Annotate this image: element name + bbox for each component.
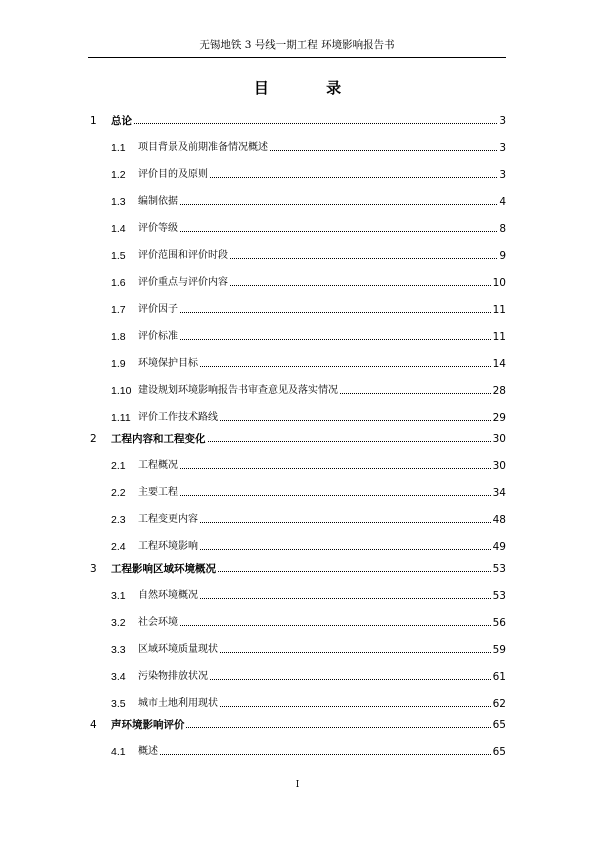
toc-section-entry[interactable] (0, 411, 595, 425)
toc-entry-number: 1.4 (111, 223, 126, 235)
toc-entry-title: 评价标准 (138, 331, 178, 342)
toc-entry-title: 评价范围和评价时段 (138, 250, 228, 261)
toc-entry-page: 59 (492, 644, 506, 656)
toc-entry-title: 评价目的及原则 (138, 169, 208, 180)
toc-chapter-entry[interactable] (0, 114, 595, 128)
toc-entry-page: 53 (492, 563, 506, 575)
toc-entry-number: 2.1 (111, 460, 126, 472)
toc-section-entry[interactable] (0, 168, 595, 182)
toc-entry-page: 30 (492, 460, 506, 472)
toc-entry-title: 编制依据 (138, 196, 178, 207)
toc-entry-number: 1.9 (111, 358, 126, 370)
toc-dot-leader (138, 495, 503, 496)
toc-dot-leader (138, 468, 503, 469)
toc-entry-page: 9 (499, 250, 506, 262)
toc-section-entry[interactable] (0, 697, 595, 711)
toc-entry-number: 2.4 (111, 541, 126, 553)
toc-entry-title: 评价等级 (138, 223, 178, 234)
toc-section-entry[interactable] (0, 303, 595, 317)
toc-entry-page: 4 (499, 196, 506, 208)
toc-entry-title: 工程内容和工程变化 (111, 433, 206, 445)
toc-entry-page: 11 (492, 331, 506, 343)
toc-entry-title: 区域环境质量现状 (138, 644, 218, 655)
toc-entry-number: 3.1 (111, 590, 126, 602)
toc-entry-page: 34 (492, 487, 506, 499)
toc-section-entry[interactable] (0, 141, 595, 155)
toc-entry-page: 3 (499, 142, 506, 154)
toc-entry-number: 1.10 (111, 385, 132, 397)
toc-entry-number: 2.2 (111, 487, 126, 499)
toc-entry-title: 评价工作技术路线 (138, 412, 218, 423)
toc-entry-title: 总论 (111, 115, 132, 127)
header-text: 无锡地铁 3 号线一期工程 环境影响报告书 (199, 39, 395, 51)
toc-entry-title: 主要工程 (138, 487, 178, 498)
toc-section-entry[interactable] (0, 513, 595, 527)
toc-entry-title: 工程变更内容 (138, 514, 198, 525)
toc-entry-page: 65 (492, 719, 506, 731)
toc-entry-title: 声环境影响评价 (111, 719, 185, 731)
toc-dot-leader (138, 231, 503, 232)
toc-entry-title: 项目背景及前期准备情况概述 (138, 142, 268, 153)
toc-entry-page: 8 (499, 223, 506, 235)
toc-entry-title: 城市土地利用现状 (138, 698, 218, 709)
toc-entry-title: 污染物排放状况 (138, 671, 208, 682)
toc-entry-page: 61 (492, 671, 506, 683)
toc-section-entry[interactable] (0, 745, 595, 759)
toc-entry-title: 工程概况 (138, 460, 178, 471)
toc-dot-leader (138, 312, 503, 313)
toc-section-entry[interactable] (0, 249, 595, 263)
toc-entry-page: 28 (492, 385, 506, 397)
toc-entry-number: 3.3 (111, 644, 126, 656)
toc-entry-page: 11 (492, 304, 506, 316)
toc-section-entry[interactable] (0, 195, 595, 209)
toc-dot-leader (111, 123, 503, 124)
toc-section-entry[interactable] (0, 357, 595, 371)
toc-entry-number: 1.6 (111, 277, 126, 289)
toc-entry-page: 56 (492, 617, 506, 629)
toc-entry-number: 3 (90, 563, 97, 575)
toc-section-entry[interactable] (0, 459, 595, 473)
toc-entry-page: 53 (492, 590, 506, 602)
toc-entry-number: 1 (90, 115, 97, 127)
toc-entry-page: 3 (499, 115, 506, 127)
toc-entry-title: 概述 (138, 746, 158, 757)
toc-dot-leader (138, 339, 503, 340)
page-number: I (295, 780, 300, 790)
toc-chapter-entry[interactable] (0, 432, 595, 446)
toc-entry-page: 48 (492, 514, 506, 526)
toc-section-entry[interactable] (0, 589, 595, 603)
toc-entry-page: 62 (492, 698, 506, 710)
toc-entry-number: 1.3 (111, 196, 126, 208)
toc-entry-page: 10 (492, 277, 506, 289)
toc-entry-title: 工程环境影响 (138, 541, 198, 552)
toc-entry-number: 3.5 (111, 698, 126, 710)
toc-entry-title: 评价重点与评价内容 (138, 277, 228, 288)
toc-entry-page: 65 (492, 746, 506, 758)
toc-entry-number: 2 (90, 433, 97, 445)
toc-entry-page: 30 (492, 433, 506, 445)
toc-entry-number: 4 (90, 719, 97, 731)
toc-entry-number: 1.7 (111, 304, 126, 316)
toc-entry-page: 14 (492, 358, 506, 370)
toc-section-entry[interactable] (0, 540, 595, 554)
toc-entry-number: 2.3 (111, 514, 126, 526)
toc-entry-page: 49 (492, 541, 506, 553)
toc-section-entry[interactable] (0, 643, 595, 657)
toc-entry-title: 自然环境概况 (138, 590, 198, 601)
toc-entry-page: 29 (492, 412, 506, 424)
toc-entry-title: 建设规划环境影响报告书审查意见及落实情况 (138, 385, 338, 396)
toc-dot-leader (138, 625, 503, 626)
toc-dot-leader (138, 754, 503, 755)
toc-entry-page: 3 (499, 169, 506, 181)
page-title: 目 录 (253, 79, 368, 97)
toc-section-entry[interactable] (0, 384, 595, 398)
toc-chapter-entry[interactable] (0, 562, 595, 576)
toc-entry-number: 1.8 (111, 331, 126, 343)
toc-entry-number: 3.4 (111, 671, 126, 683)
toc-entry-number: 3.2 (111, 617, 126, 629)
toc-entry-title: 社会环境 (138, 617, 178, 628)
toc-entry-title: 评价因子 (138, 304, 178, 315)
toc-section-entry[interactable] (0, 276, 595, 290)
toc-section-entry[interactable] (0, 616, 595, 630)
toc-entry-title: 环境保护目标 (138, 358, 198, 369)
toc-chapter-entry[interactable] (0, 718, 595, 732)
toc-entry-number: 1.11 (111, 412, 131, 424)
toc-section-entry[interactable] (0, 222, 595, 236)
toc-entry-number: 1.5 (111, 250, 126, 262)
toc-section-entry[interactable] (0, 330, 595, 344)
toc-entry-number: 4.1 (111, 746, 126, 758)
toc-entry-number: 1.2 (111, 169, 126, 181)
toc-entry-number: 1.1 (111, 142, 126, 154)
toc-entry-title: 工程影响区域环境概况 (111, 563, 216, 575)
toc-section-entry[interactable] (0, 486, 595, 500)
toc-section-entry[interactable] (0, 670, 595, 684)
toc-dot-leader (138, 204, 503, 205)
